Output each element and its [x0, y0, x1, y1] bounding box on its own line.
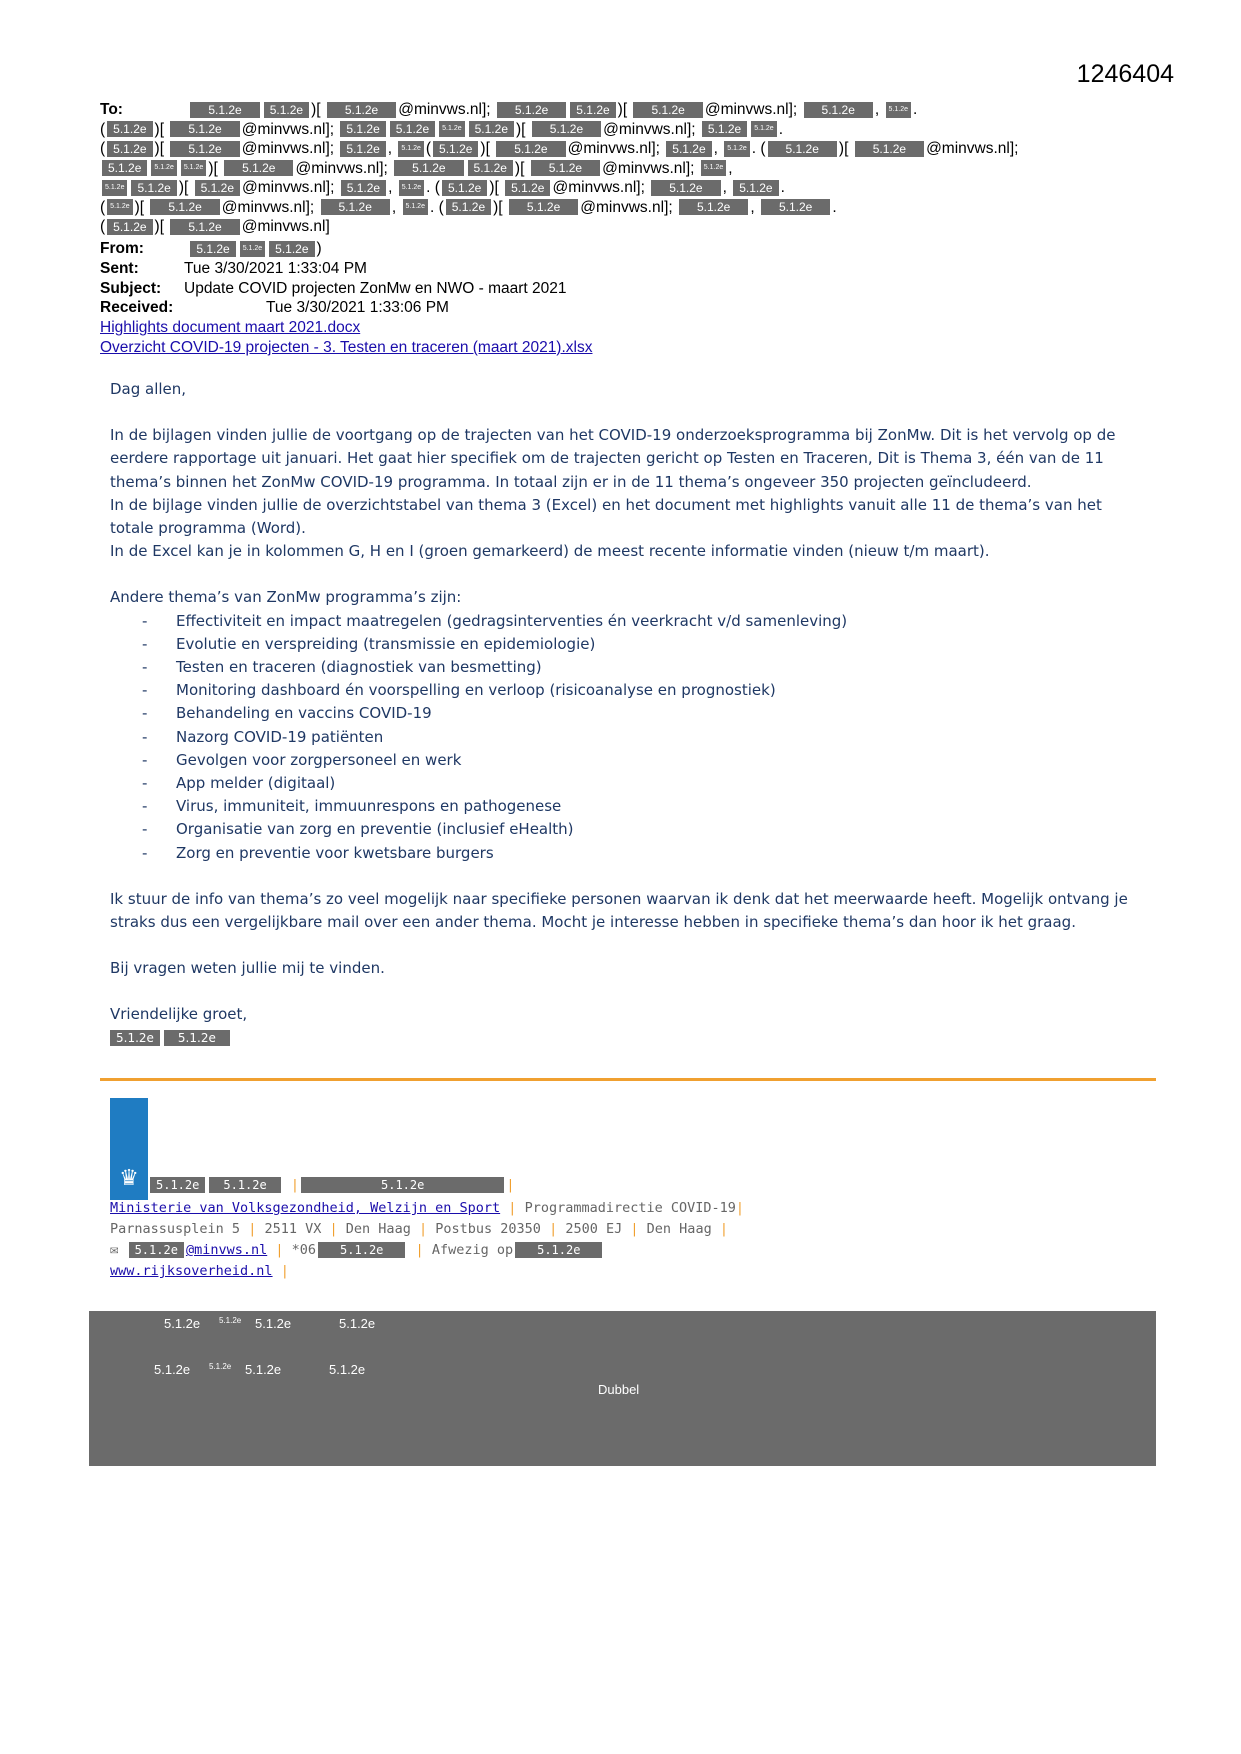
theme-list [110, 610, 1140, 865]
to-line-5: 5.1.2e 5.1.2e )[ 5.1.2e @minvws.nl]; 5.1.2e , 5.1.2e . ( 5.1.2e )[ 5.1.2e @minvws.nl]; 5.1.2e , 5.1.2e . [100, 178, 1160, 198]
list-item: - Virus, immuniteit, immuunrespons en pathogenese [110, 795, 1140, 818]
list-item: - Zorg en preventie voor kwetsbare burgers [110, 842, 1140, 865]
email-link[interactable]: @minvws.nl [185, 1242, 268, 1258]
redaction: 5.1.2e [264, 102, 309, 118]
to-line-3: ( 5.1.2e )[ 5.1.2e @minvws.nl]; 5.1.2e , 5.1.2e ( 5.1.2e )[ 5.1.2e @minvws.nl]; 5.1.2e , 5.1.2e . ( 5.1.2e )[ 5.1.2e @minvws.nl]; [100, 140, 1019, 157]
email-domain: @minvws.nl [926, 140, 1010, 157]
redaction: 5.1.2e [509, 199, 578, 215]
sent-value: Tue 3/30/2021 1:33:04 PM [184, 260, 367, 277]
list-item: - Gevolgen voor zorgpersoneel en werk [110, 749, 1140, 772]
to-line-4: 5.1.2e 5.1.2e 5.1.2e )[ 5.1.2e @minvws.nl]; 5.1.2e 5.1.2e )[ 5.1.2e @minvws.nl]; 5.1.2e , [100, 159, 1160, 179]
list-item: - Testen en traceren (diagnostiek van besmetting) [110, 656, 1140, 679]
redaction: 5.1.2e [301, 1177, 504, 1193]
redaction: 5.1.2e [394, 160, 463, 176]
redaction: 5.1.2e [107, 141, 152, 157]
received-label: Received: [100, 299, 174, 316]
list-item: - Effectiviteit en impact maatregelen (gedragsinterventies én veerkracht v/d samenleving) [110, 610, 1140, 633]
paragraph-questions: Bij vragen weten jullie mij te vinden. [110, 959, 385, 978]
email-domain: @minvws.nl [241, 140, 326, 157]
redaction: 5.1.2e [209, 1177, 280, 1193]
redaction: 5.1.2e [150, 199, 219, 215]
redaction: 5.1.2e [327, 102, 396, 118]
sent-label: Sent: [100, 260, 139, 277]
paragraph-attachments: In de bijlage vinden jullie de overzichtstabel van thema 3 (Excel) en het document met highlights vanuit alle 11 de thema’s van het totale programma (Word). [110, 495, 1102, 538]
email-domain: @minvws.nl [704, 101, 789, 118]
redaction: 5.1.2e [341, 180, 386, 196]
list-item: - Organisatie van zorg en preventie (inclusief eHealth) [110, 818, 1140, 841]
redaction: 5.1.2e [150, 1177, 205, 1193]
redaction: 5.1.2e [496, 141, 565, 157]
redaction: 5.1.2e [505, 180, 550, 196]
redaction: 5.1.2e [651, 180, 720, 196]
redaction: 5.1.2e [515, 1242, 602, 1258]
pobox: Postbus 20350 [435, 1221, 541, 1237]
redaction: 5.1.2e [107, 121, 152, 137]
sent-line [100, 260, 367, 278]
subject-label: Subject: [100, 280, 162, 297]
received-value: Tue 3/30/2021 1:33:06 PM [266, 299, 449, 316]
signature-name-line: 5.1.2e 5.1.2e | 5.1.2e | [110, 1177, 515, 1193]
envelope-icon: ✉ [110, 1242, 119, 1258]
banner-redaction-text: 5.1.2e [219, 1316, 242, 1325]
attachment-link-highlights[interactable]: Highlights document maart 2021.docx [100, 319, 361, 336]
email-domain: @minvws.nl [602, 159, 686, 177]
signature-address-line: Parnassusplein 5 | 2511 VX | Den Haag | Postbus 20350 | 2500 EJ | Den Haag | [110, 1221, 728, 1237]
redaction: 5.1.2e [190, 241, 235, 257]
redaction: 5.1.2e [102, 160, 147, 176]
redaction: 5.1.2e [679, 199, 748, 215]
postcode: 2511 VX [264, 1221, 322, 1237]
redaction: 5.1.2e [390, 121, 435, 137]
paragraph-intro: In de bijlagen vinden jullie de voortgang op de trajecten van het COVID-19 onderzoeksprogramma bij ZonMw. Dit is het vervolg op de eerdere rapportage uit januari. Het gaat hier specifiek om de trajecten gericht op Testen en Traceren, Dit is Thema 3, één van de 11 thema’s binnen het ZonMw COVID-19 programma. In totaal zijn er in de 11 thema’s ongeveer 350 projecten geïncludeerd. [110, 426, 1116, 491]
redaction: 5.1.2e [855, 141, 924, 157]
redaction: 5.1.2e [761, 199, 830, 215]
coat-of-arms-icon: ♛ [119, 1165, 139, 1190]
redaction: 5.1.2e [164, 1030, 230, 1046]
banner-redaction-text: 5.1.2e [329, 1362, 366, 1377]
redaction: 5.1.2e [531, 160, 600, 176]
email-domain: @minvws.nl [241, 120, 326, 138]
email-domain: @minvws.nl [603, 120, 687, 138]
redaction: 5.1.2e [633, 102, 702, 118]
city: Den Haag [646, 1221, 712, 1237]
redaction: 5.1.2e [804, 102, 873, 118]
address: Parnassusplein 5 [110, 1221, 241, 1237]
redaction: 5.1.2e [733, 180, 778, 196]
sender-name-redacted [110, 1027, 1140, 1050]
redaction: 5.1.2e [269, 241, 314, 257]
postcode: 2500 EJ [565, 1221, 623, 1237]
received-line [100, 299, 449, 317]
greeting: Dag allen, [110, 380, 187, 398]
redaction: 5.1.2e [702, 121, 747, 137]
banner-redaction-text: 5.1.2e [245, 1362, 282, 1377]
redaction: 5.1.2e [403, 199, 428, 215]
to-line-6: ( 5.1.2e )[ 5.1.2e @minvws.nl]; 5.1.2e , 5.1.2e . ( 5.1.2e )[ 5.1.2e @minvws.nl]; 5.1.2e , 5.1.2e . [100, 198, 837, 216]
list-item: - Monitoring dashboard én voorspelling en verloop (risicoanalyse en prognostiek) [110, 679, 1140, 702]
email-domain: @minvws.nl [242, 179, 326, 196]
redaction: 5.1.2e [240, 241, 265, 257]
redaction: 5.1.2e [433, 141, 478, 157]
redaction: 5.1.2e [340, 141, 385, 157]
redaction: 5.1.2e [468, 160, 513, 176]
paragraph-excel: In de Excel kan je in kolommen G, H en I (groen gemarkeerd) de meest recente informatie vinden (nieuw t/m maart). [110, 542, 990, 561]
absent-label: Afwezig op [431, 1242, 514, 1258]
banner-redaction-text: 5.1.2e [164, 1316, 201, 1331]
redaction: 5.1.2e [151, 160, 176, 176]
signature-contact-line: ✉ 5.1.2e @minvws.nl | *06 5.1.2e | Afwezig op 5.1.2e [110, 1242, 604, 1258]
ministry-link[interactable]: Ministerie van Volksgezondheid, Welzijn en Sport [110, 1200, 501, 1216]
paragraph-info: Ik stuur de info van thema’s zo veel mogelijk naar specifieke personen waarvan ik denk dat het meerwaarde heeft. Mogelijk ontvang je straks dus een vergelijkbare mail over een ander thema. Mocht je interesse hebben in specifieke thema’s dan hoor ik het graag. [110, 889, 1128, 932]
email-header-recipients [100, 100, 1160, 237]
from-label: From: [100, 240, 144, 257]
list-item: - Evolutie en verspreiding (transmissie en epidemiologie) [110, 633, 1140, 656]
phone-prefix: 06 [299, 1242, 317, 1258]
to-line-7: ( 5.1.2e )[ 5.1.2e @minvws.nl] [100, 218, 330, 235]
redaction: 5.1.2e [224, 160, 293, 176]
list-item: - Behandeling en vaccins COVID-19 [110, 702, 1140, 725]
email-domain: @minvws.nl [241, 218, 326, 235]
email-domain: @minvws.nl [567, 140, 652, 157]
redaction: 5.1.2e [170, 121, 239, 137]
signature-website-line: www.rijksoverheid.nl | [110, 1263, 289, 1279]
directorate: Programmadirectie COVID-19 [524, 1200, 736, 1216]
to-line-2: ( 5.1.2e )[ 5.1.2e @minvws.nl]; 5.1.2e 5.1.2e 5.1.2e 5.1.2e )[ 5.1.2e @minvws.nl]; 5.1.2e 5.1.2e . [100, 120, 784, 138]
redaction: 5.1.2e [497, 102, 566, 118]
city: Den Haag [345, 1221, 411, 1237]
redaction: 5.1.2e [318, 1242, 405, 1258]
list-item: - App melder (digitaal) [110, 772, 1140, 795]
email-domain: @minvws.nl [295, 159, 380, 177]
redaction: 5.1.2e [170, 219, 239, 235]
banner-redaction-text: 5.1.2e [255, 1316, 292, 1331]
redaction: 5.1.2e [131, 180, 176, 196]
website-link[interactable]: www.rijksoverheid.nl [110, 1263, 273, 1279]
closing: Vriendelijke groet, [110, 1005, 248, 1024]
redaction: 5.1.2e [399, 180, 424, 196]
subject-value: Update COVID projecten ZonMw en NWO - maart 2021 [184, 280, 567, 297]
redaction: 5.1.2e [666, 141, 711, 157]
list-item: - Nazorg COVID-19 patiënten [110, 726, 1140, 749]
redaction: 5.1.2e [110, 1030, 160, 1046]
signature-divider [100, 1078, 1156, 1081]
signature-ministry-line: Ministerie van Volksgezondheid, Welzijn en Sport | Programmadirectie COVID-19| [110, 1200, 745, 1216]
redaction: 5.1.2e [768, 141, 837, 157]
email-domain: @minvws.nl [552, 179, 637, 196]
phone-icon: * [291, 1242, 300, 1258]
redaction: 5.1.2e [886, 102, 911, 118]
redacted-banner [89, 1311, 1156, 1466]
email-domain: @minvws.nl [398, 101, 482, 118]
redaction: 5.1.2e [107, 219, 152, 235]
subject-line [100, 280, 566, 298]
from-line: From: 5.1.2e 5.1.2e 5.1.2e ) [100, 240, 322, 257]
document-number: 1246404 [1076, 60, 1174, 88]
redaction: 5.1.2e [129, 1242, 184, 1258]
redaction: 5.1.2e [469, 121, 514, 137]
redaction: 5.1.2e [170, 141, 239, 157]
redaction: 5.1.2e [439, 121, 464, 137]
email-domain: @minvws.nl [221, 198, 306, 216]
redaction: 5.1.2e [340, 121, 385, 137]
redaction: 5.1.2e [181, 160, 206, 176]
redaction: 5.1.2e [724, 141, 749, 157]
redaction: 5.1.2e [398, 141, 423, 157]
banner-redaction-text: 5.1.2e [339, 1316, 376, 1331]
redaction: 5.1.2e [751, 121, 776, 137]
redaction: 5.1.2e [532, 121, 601, 137]
redaction: 5.1.2e [442, 180, 487, 196]
email-body [110, 378, 1140, 1050]
redaction: 5.1.2e [107, 199, 132, 215]
banner-label: Dubbel [598, 1382, 640, 1397]
list-intro: Andere thema’s van ZonMw programma’s zijn: [110, 588, 462, 607]
redaction: 5.1.2e [446, 199, 491, 215]
to-line-1: To: 5.1.2e 5.1.2e )[ 5.1.2e @minvws.nl]; 5.1.2e 5.1.2e )[ 5.1.2e @minvws.nl]; 5.1.2e , 5.1.2e . [100, 101, 918, 118]
to-label: To: [100, 101, 123, 118]
redaction: 5.1.2e [195, 180, 240, 196]
banner-redaction-text: 5.1.2e [154, 1362, 191, 1377]
redaction: 5.1.2e [190, 102, 259, 118]
redaction: 5.1.2e [701, 160, 726, 176]
banner-redaction-text: 5.1.2e [209, 1362, 232, 1371]
email-domain: @minvws.nl [580, 198, 665, 216]
attachment-link-overview[interactable]: Overzicht COVID-19 projecten - 3. Testen en traceren (maart 2021).xlsx [100, 339, 593, 356]
redaction: 5.1.2e [321, 199, 390, 215]
redaction: 5.1.2e [102, 180, 127, 196]
redaction: 5.1.2e [570, 102, 615, 118]
